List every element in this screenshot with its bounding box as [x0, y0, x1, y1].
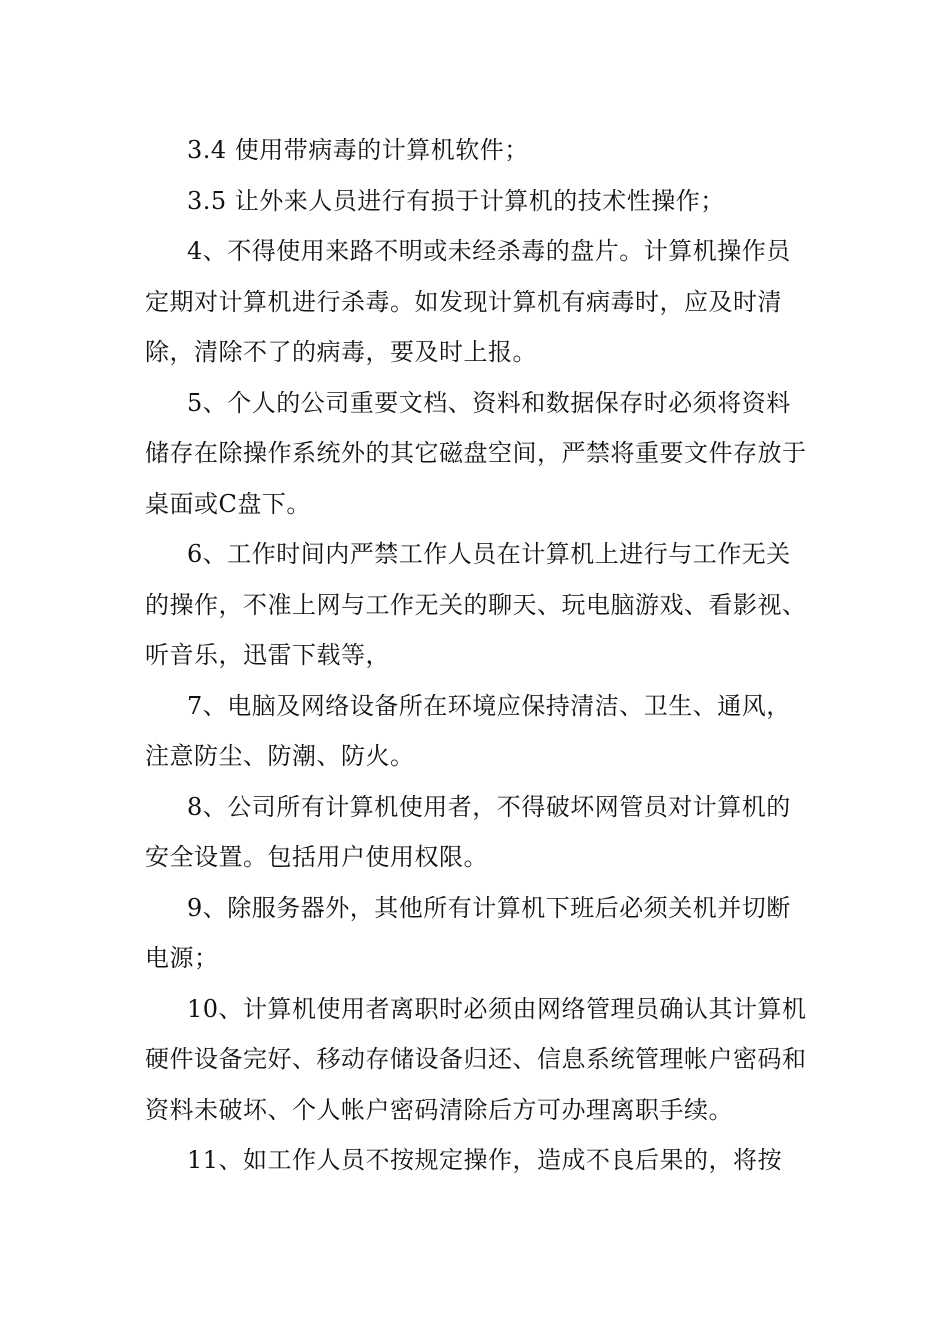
paragraph-5: 5、个人的公司重要文档、资料和数据保存时必须将资料储存在除操作系统外的其它磁盘空间，严禁将重要文件存放于桌面或C盘下。 [145, 388, 807, 518]
paragraph-3-5: 3.5 让外来人员进行有损于计算机的技术性操作； [187, 186, 725, 215]
document-body [145, 125, 810, 1186]
paragraph-11: 11、如工作人员不按规定操作，造成不良后果的，将按 [187, 1146, 783, 1174]
paragraph-8: 8、公司所有计算机使用者，不得破坏网管员对计算机的安全设置。包括用户使用权限。 [145, 792, 791, 871]
paragraph-10: 10、计算机使用者离职时必须由网络管理员确认其计算机硬件设备完好、移动存储设备归还、信息系统管理帐户密码和资料未破坏、个人帐户密码清除后方可办理离职手续。 [145, 994, 807, 1124]
paragraph-4: 4、不得使用来路不明或未经杀毒的盘片。计算机操作员定期对计算机进行杀毒。如发现计算机有病毒时，应及时清除，清除不了的病毒，要及时上报。 [145, 237, 791, 366]
paragraph-7: 7、电脑及网络设备所在环境应保持清洁、卫生、通风，注意防尘、防潮、防火。 [145, 691, 791, 770]
paragraph-9: 9、除服务器外，其他所有计算机下班后必须关机并切断电源； [145, 893, 791, 972]
paragraph-6: 6、工作时间内严禁工作人员在计算机上进行与工作无关的操作，不准上网与工作无关的聊天、玩电脑游戏、看影视、听音乐，迅雷下载等， [145, 540, 807, 669]
paragraph-3-4: 3.4 使用带病毒的计算机软件； [187, 136, 529, 164]
